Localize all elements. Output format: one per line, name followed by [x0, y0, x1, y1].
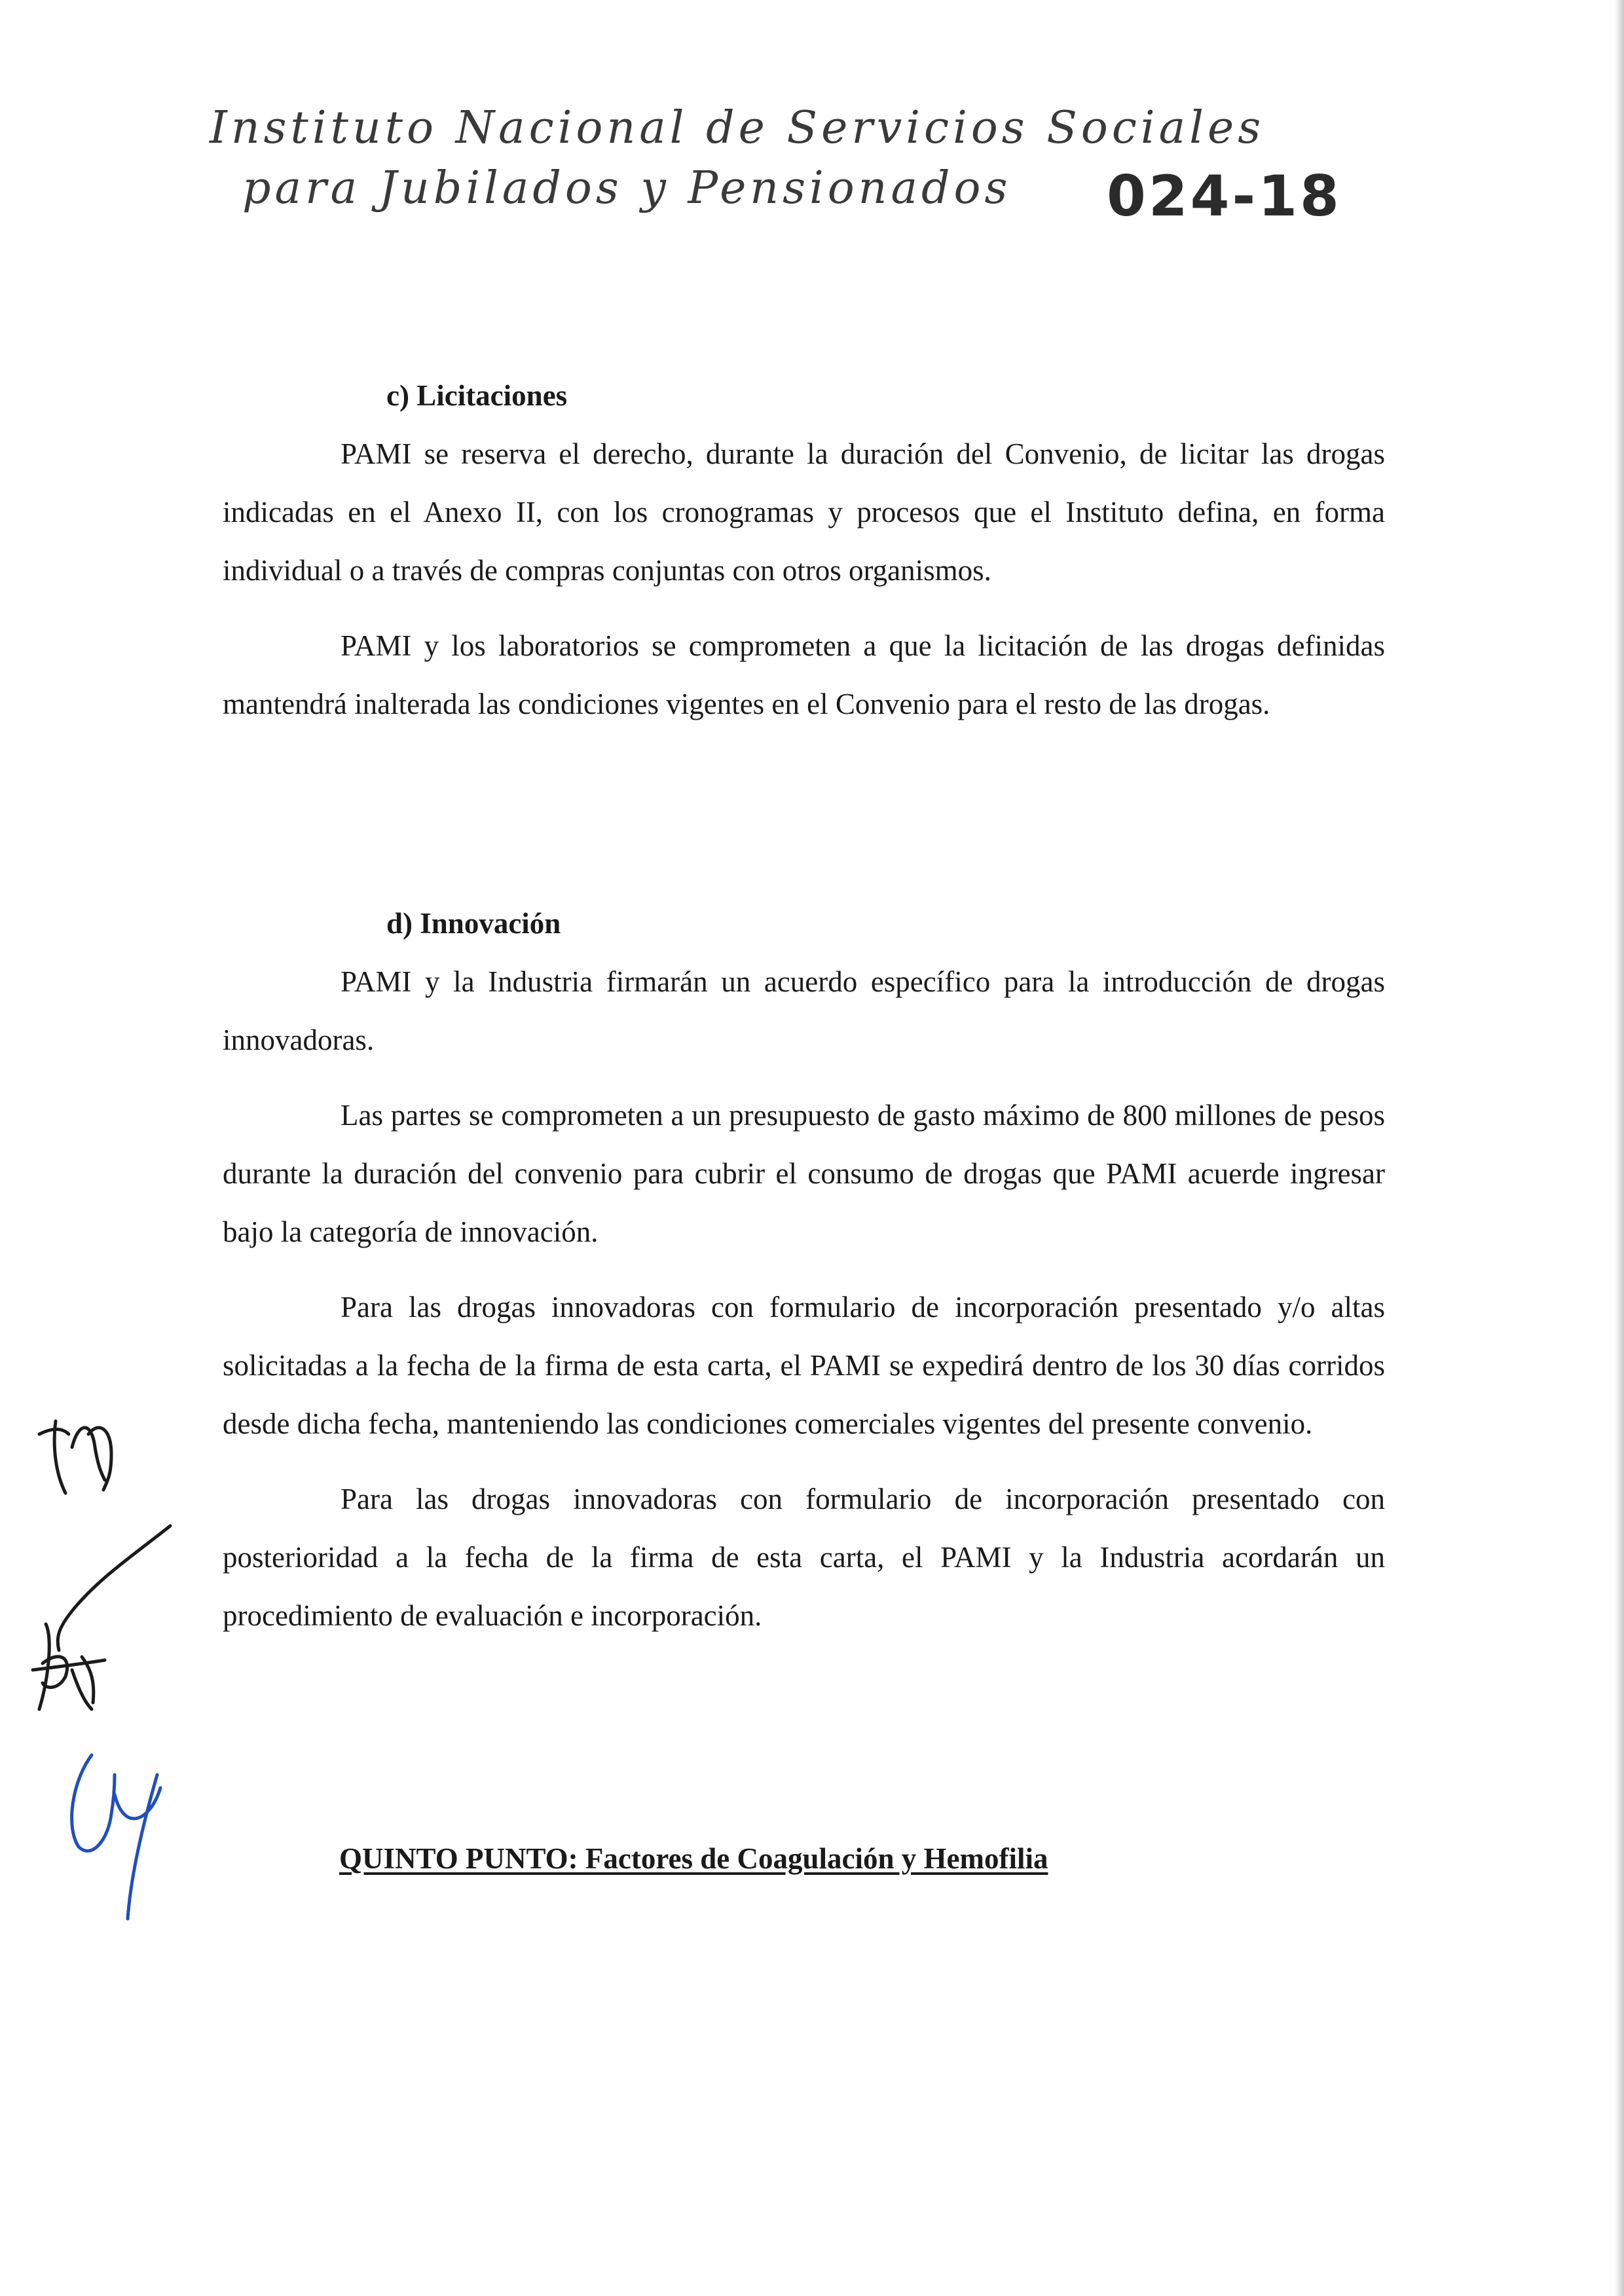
- paragraph-innovacion-3: Para las drogas innovadoras con formulario de incorporación presentado y/o altas solicitadas a la fecha de la firma de esta carta, el PAMI se expedirá dentro de los 30 días corridos desde dicha fecha, manteniendo las condiciones comerciales vigentes del presente convenio.: [223, 1291, 1385, 1440]
- section-heading-licitaciones: c) Licitaciones: [386, 379, 568, 412]
- section-gap: [223, 750, 1385, 895]
- letterhead-line-1: Instituto Nacional de Servicios Sociales: [210, 102, 1265, 154]
- document-body: [223, 367, 1385, 1662]
- handwritten-signature-icon: [20, 1519, 177, 1716]
- handwritten-initials-icon: [26, 1408, 131, 1506]
- paragraph-licitaciones-2: PAMI y los laboratorios se comprometen a que la licitación de las drogas definidas mantendrá inalterada las condiciones vigentes en el Convenio para el resto de las drogas.: [223, 629, 1385, 720]
- section-heading-innovacion: d) Innovación: [386, 907, 561, 940]
- paragraph-licitaciones-1: PAMI se reserva el derecho, durante la duración del Convenio, de licitar las drogas indicadas en el Anexo II, con los cronogramas y procesos que el Instituto defina, en forma individual o a través de compras conjuntas con otros organismos.: [223, 437, 1385, 587]
- paragraph-innovacion-1: PAMI y la Industria firmarán un acuerdo específico para la introducción de drogas innovadoras.: [223, 965, 1385, 1056]
- paragraph-innovacion-2: Las partes se comprometen a un presupuesto de gasto máximo de 800 millones de pesos durante la duración del convenio para cubrir el consumo de drogas que PAMI acuerde ingresar bajo la categoría de innovación.: [223, 1099, 1385, 1248]
- paragraph-innovacion-4: Para las drogas innovadoras con formulario de incorporación presentado con posterioridad a la fecha de la firma de esta carta, el PAMI y la Industria acordarán un procedimiento de evaluación e incorporación.: [223, 1483, 1385, 1632]
- blue-handwritten-signature-icon: [52, 1742, 183, 1925]
- page-edge-shadow: [1615, 0, 1624, 2296]
- document-number-stamp: 024-18: [1107, 164, 1342, 229]
- letterhead-line-2: para Jubilados y Pensionados: [242, 162, 1012, 214]
- quinto-punto-heading: QUINTO PUNTO: Factores de Coagulación y Hemofilia: [339, 1842, 1048, 1875]
